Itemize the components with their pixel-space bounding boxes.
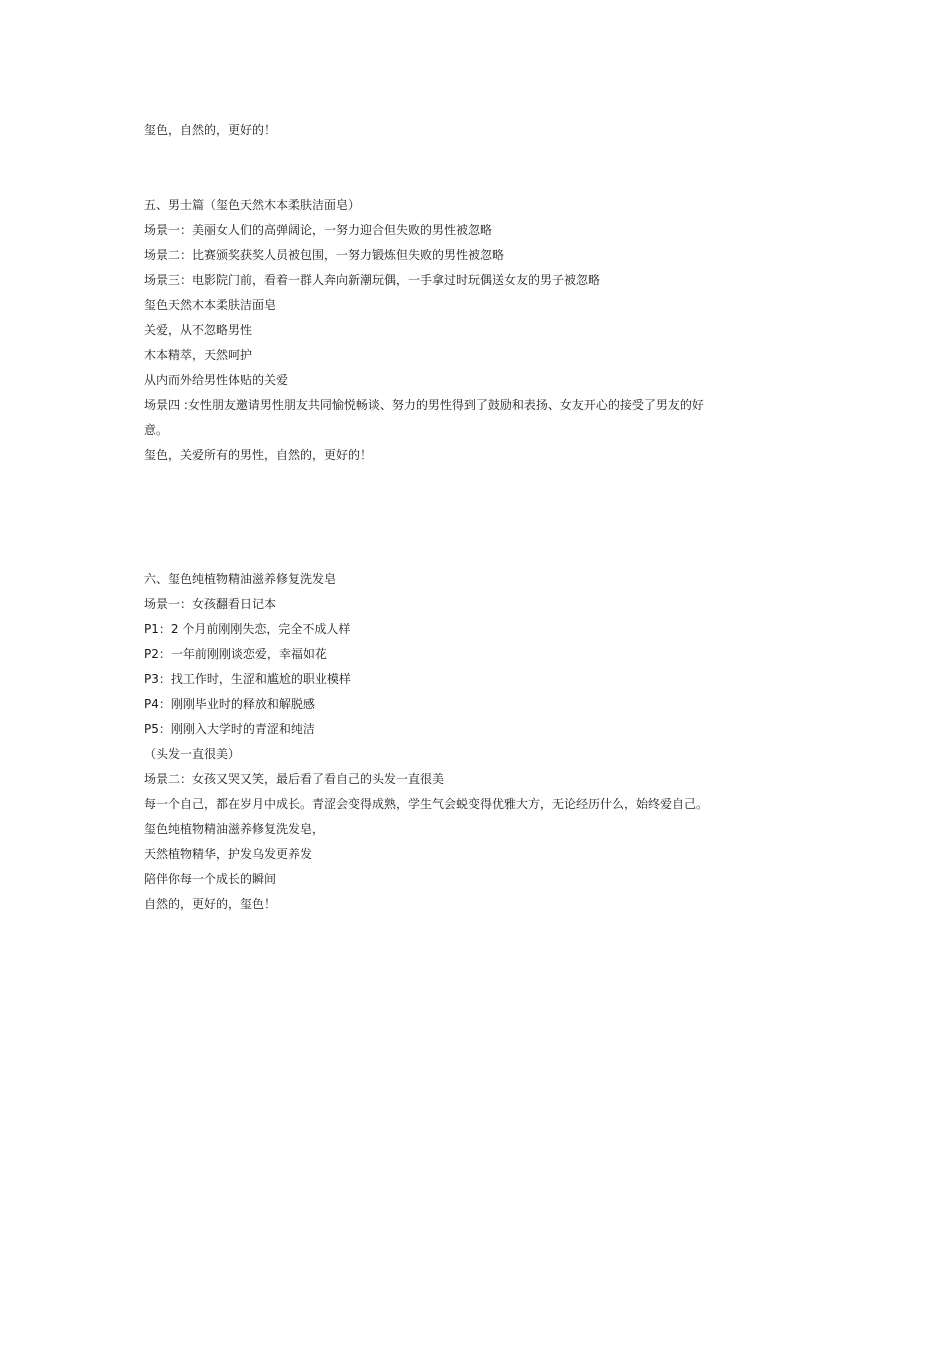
section6-p5: P5：刚刚入大学时的青涩和纯洁 [144, 722, 315, 736]
section5-scene1: 场景一：美丽女人们的高弹阔论，一努力迎合但失败的男性被忽略 [144, 223, 493, 237]
section6-p3: P3：找工作时，生涩和尴尬的职业模样 [144, 672, 351, 686]
section6-scene1: 场景一：女孩翻看日记本 [144, 597, 277, 611]
section6-p2: P2：一年前刚刚谈恋爱，幸福如花 [144, 647, 327, 661]
section6-tagline2: 陪伴你每一个成长的瞬间 [144, 872, 277, 886]
section6-p4: P4：刚刚毕业时的释放和解脱感 [144, 697, 315, 711]
section6-body: 每一个自己，都在岁月中成长。青涩会变得成熟，学生气会蜕变得优雅大方，无论经历什么，始终爱自己。 [144, 797, 709, 811]
section5-tagline3: 从内而外给男性体贴的关爱 [144, 373, 289, 387]
section6-scene2: 场景二：女孩又哭又笑，最后看了看自己的头发一直很美 [144, 772, 445, 786]
section5-scene3: 场景三：电影院门前，看着一群人奔向新潮玩偶，一手拿过时玩偶送女友的男子被忽略 [144, 273, 601, 287]
section6-closing: 自然的，更好的，玺色！ [144, 897, 277, 911]
section6-tagline1: 天然植物精华，护发乌发更养发 [144, 847, 313, 861]
section5-scene4-line1: 场景四 :女性朋友邀请男性朋友共同愉悦畅谈、努力的男性得到了鼓励和表扬、女友开心的接受了男友的好 [144, 398, 704, 412]
section6-product: 玺色纯植物精油滋养修复洗发皂， [144, 822, 325, 836]
section5-tagline2: 木本精萃，天然呵护 [144, 348, 253, 362]
section6-note: （头发一直很美） [144, 747, 241, 761]
section6-p1: P1：2 个月前刚刚失恋，完全不成人样 [144, 622, 351, 636]
intro-closing-line: 玺色，自然的，更好的！ [144, 123, 277, 137]
section5-scene4-line2: 意。 [144, 423, 169, 437]
section5-scene2: 场景二：比赛颁奖获奖人员被包围，一努力锻炼但失败的男性被忽略 [144, 248, 505, 262]
section5-closing: 玺色，关爱所有的男性，自然的，更好的！ [144, 448, 373, 462]
section5-heading: 五、男士篇（玺色天然木本柔肤洁面皂） [144, 198, 361, 212]
section6-heading: 六、玺色纯植物精油滋养修复洗发皂 [144, 572, 337, 586]
section5-product: 玺色天然木本柔肤洁面皂 [144, 298, 277, 312]
section5-tagline1: 关爱，从不忽略男性 [144, 323, 253, 337]
